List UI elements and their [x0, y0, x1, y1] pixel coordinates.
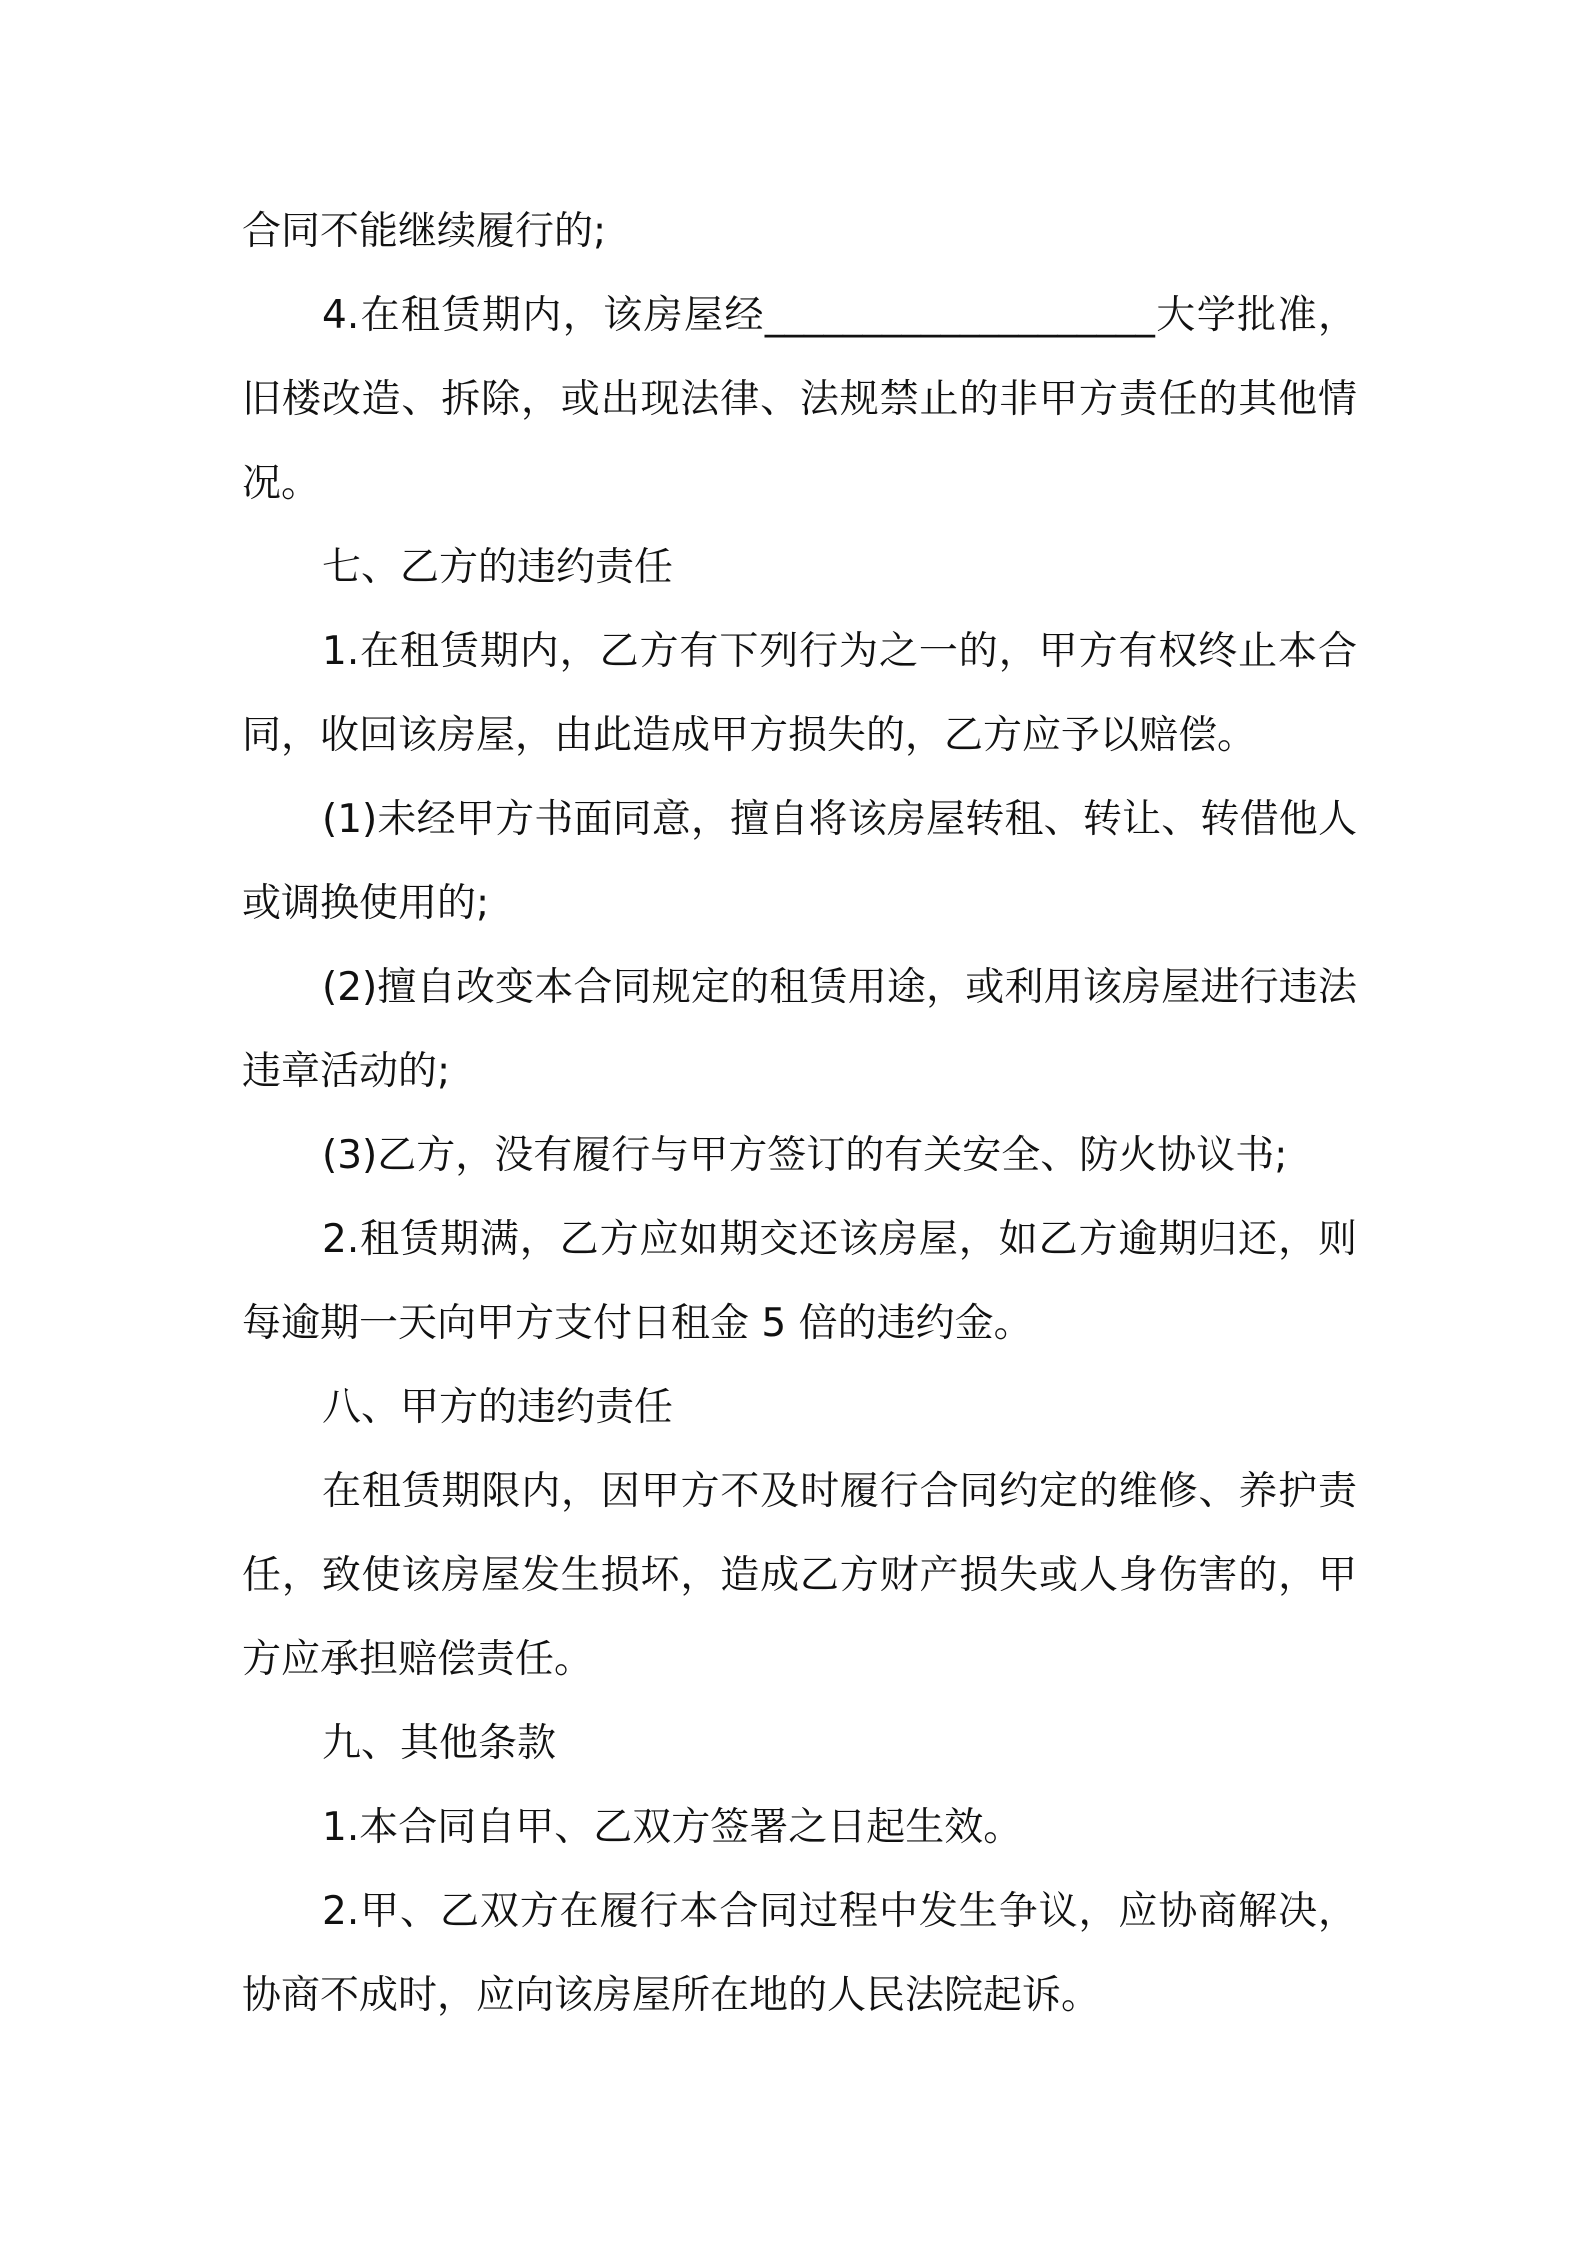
paragraph-7-1-3: (3)乙方，没有履行与甲方签订的有关安全、防火协议书; — [322, 1133, 1288, 1178]
clause-4-prefix: 4.在租赁期内，该房屋经 — [322, 293, 765, 338]
paragraph-8: 在租赁期限内，因甲方不及时履行合同约定的维修、养护责任，致使该房屋发生损坏，造成乙方财产损失或人身伤害的，甲方应承担赔偿责任。 — [242, 1469, 1357, 1682]
clause-4-suffix: 大学批准，旧楼改造、拆除，或出现法律、法规禁止的非甲方责任的其他情况。 — [242, 293, 1357, 506]
section-heading-8: 八、甲方的违约责任 — [322, 1385, 674, 1430]
paragraph-9-2: 2.甲、乙双方在履行本合同过程中发生争议，应协商解决，协商不成时，应向该房屋所在地的人民法院起诉。 — [242, 1889, 1357, 2018]
paragraph-7-1: 1.在租赁期内，乙方有下列行为之一的，甲方有权终止本合同，收回该房屋，由此造成甲方损失的，乙方应予以赔偿。 — [242, 629, 1357, 758]
section-heading-9: 九、其他条款 — [322, 1721, 557, 1766]
fill-in-blank: ____________________ — [764, 293, 1155, 338]
paragraph-continuation: 合同不能继续履行的; — [242, 209, 607, 254]
paragraph-7-2: 2.租赁期满，乙方应如期交还该房屋，如乙方逾期归还，则每逾期一天向甲方支付日租金 5 倍的违约金。 — [242, 1217, 1357, 1346]
paragraph-clause-4 — [242, 274, 1357, 526]
document-body — [242, 190, 1357, 2038]
paragraph-7-1-1: (1)未经甲方书面同意，擅自将该房屋转租、转让、转借他人或调换使用的; — [242, 797, 1357, 926]
section-heading-7: 七、乙方的违约责任 — [322, 545, 674, 590]
paragraph-9-1: 1.本合同自甲、乙双方签署之日起生效。 — [322, 1805, 1023, 1850]
paragraph-7-1-2: (2)擅自改变本合同规定的租赁用途，或利用该房屋进行违法违章活动的; — [242, 965, 1357, 1094]
